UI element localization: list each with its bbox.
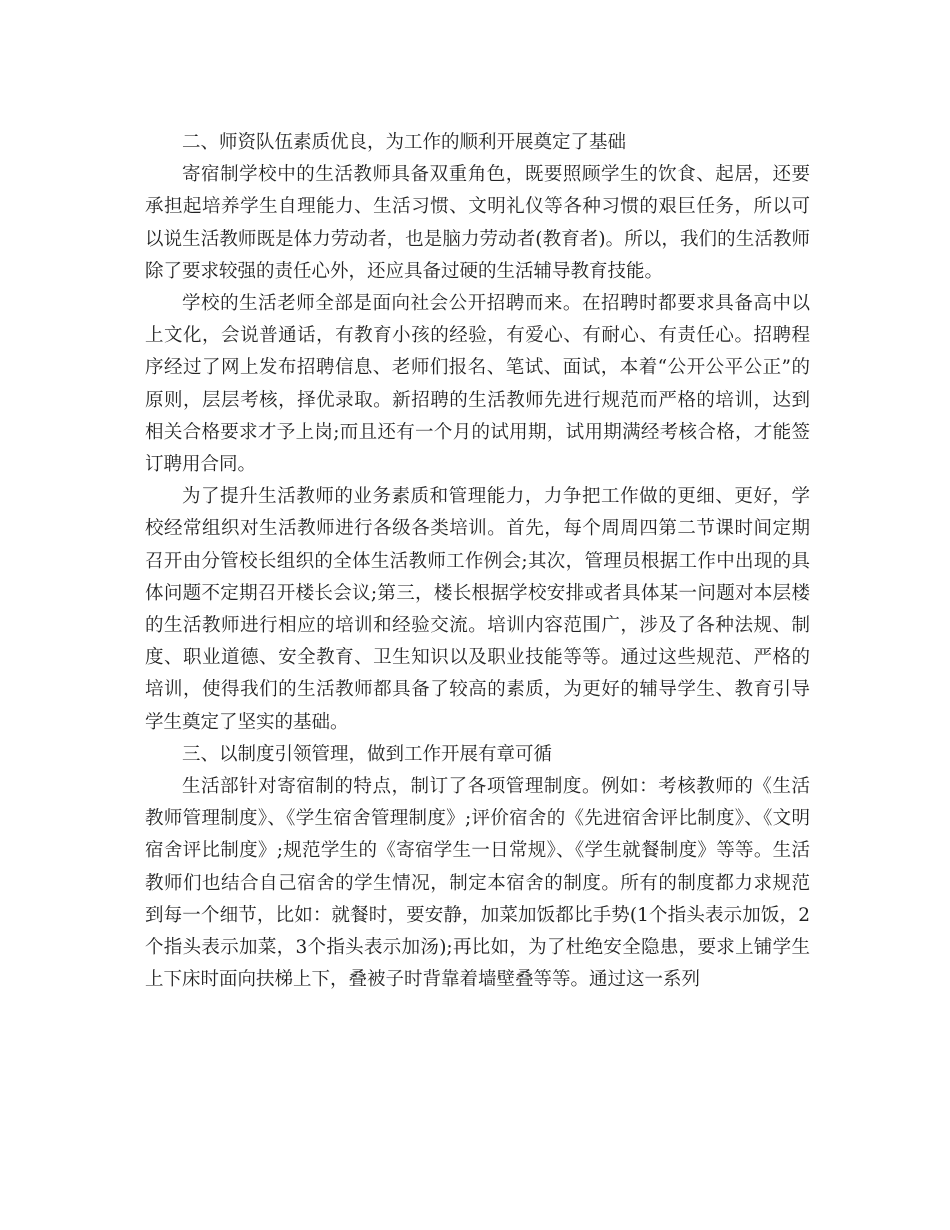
section-heading-rules: 三、以制度引领管理，做到工作开展有章可循 [182, 743, 553, 765]
document-body [145, 127, 810, 996]
section-heading-teachers: 二、师资队伍素质优良，为工作的顺利开展奠定了基础 [182, 132, 627, 153]
paragraph-rules: 生活部针对寄宿制的特点，制订了各项管理制度。例如：考核教师的《生活教师管理制度》、《学生宿舍管理制度》;评价宿舍的《先进宿舍评比制度》、《文明宿舍评比制度》;规范学生的《寄宿学生一日常规》、《学生就餐制度》等等。生活教师们也结合自己宿舍的学生情况，制定本宿舍的制度。所有的制度都力求规范到每一个细节，比如：就餐时，要安静，加菜加饭都比手势(1个指头表示加饭，2个指头表示加菜，3个指头表示加汤);再比如，为了杜绝安全隐患，要求上铺学生上下床时面向扶梯上下，叠被子时背靠着墙壁叠等等。通过这一系列 [145, 776, 810, 991]
paragraph-training: 为了提升生活教师的业务素质和管理能力，力争把工作做的更细、更好，学校经常组织对生活教师进行各级各类培训。首先，每个周周四第二节课时间定期召开由分管校长组织的全体生活教师工作例会;其次，管理员根据工作中出现的具体问题不定期召开楼长会议;第三，楼长根据学校安排或者具体某一问题对本层楼的生活教师进行相应的培训和经验交流。培训内容范围广，涉及了各种法规、制度、职业道德、安全教育、卫生知识以及职业技能等等。通过这些规范、严格的培训，使得我们的生活教师都具备了较高的素质，为更好的辅导学生、教育引导学生奠定了坚实的基础。 [145, 486, 810, 733]
paragraph-recruitment: 学校的生活老师全部是面向社会公开招聘而来。在招聘时都要求具备高中以上文化，会说普通话，有教育小孩的经验，有爱心、有耐心、有责任心。招聘程序经过了网上发布招聘信息、老师们报名、笔试、面试，本着“公开公平公正”的原则，层层考核，择优录取。新招聘的生活教师先进行规范而严格的培训，达到相关合格要求才予上岗;而且还有一个月的试用期，试用期满经考核合格，才能签订聘用合同。 [145, 293, 810, 476]
paragraph-dual-role: 寄宿制学校中的生活教师具备双重角色，既要照顾学生的饮食、起居，还要承担起培养学生自理能力、生活习惯、文明礼仪等各种习惯的艰巨任务，所以可以说生活教师既是体力劳动者，也是脑力劳动者(教育者)。所以，我们的生活教师除了要求较强的责任心外，还应具备过硬的生活辅导教育技能。 [145, 164, 810, 282]
